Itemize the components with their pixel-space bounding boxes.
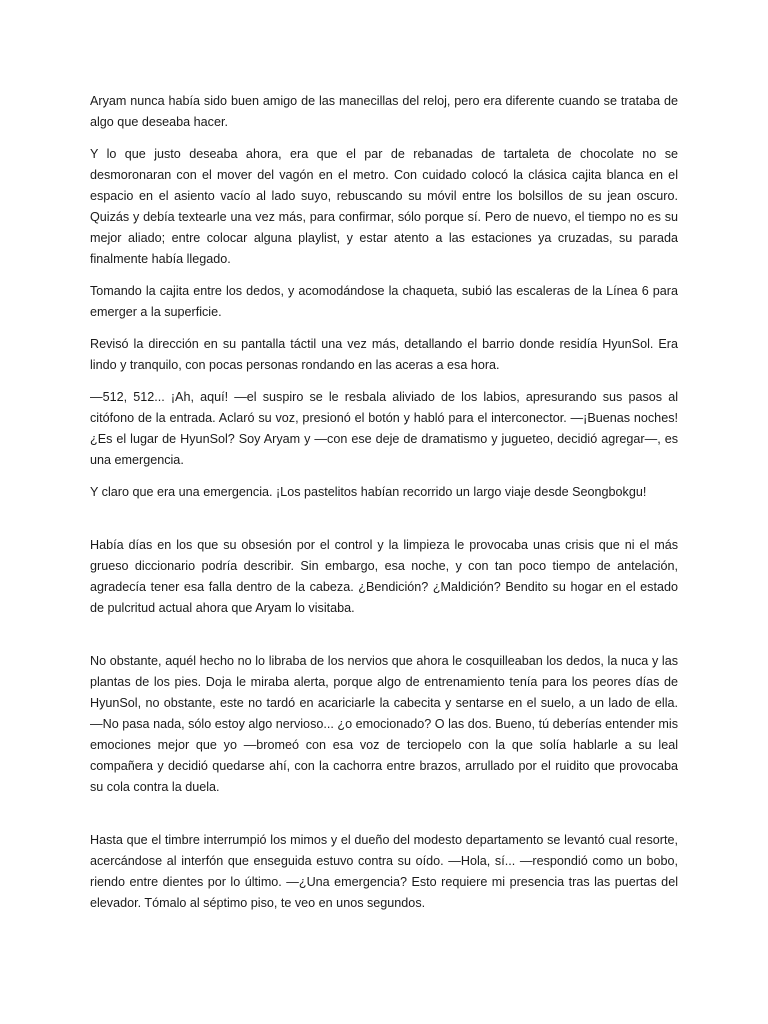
- paragraph-2: Y lo que justo deseaba ahora, era que el par de rebanadas de tartaleta de chocolate no se desmoronaran con el mover del vagón en el metro. Con cuidado colocó la clásica cajita blanca en el espacio en el asiento vacío al lado suyo, rebuscando su móvil entre los bolsillos de su jean oscuro. Quizás y debía textearle una vez más, para confirmar, sólo porque sí. Pero de nuevo, el tiempo no es su mejor aliado; entre colocar alguna playlist, y estar atento a las estaciones ya cruzadas, su parada finalmente había llegado.: [90, 147, 678, 266]
- paragraph-8: No obstante, aquél hecho no lo libraba de los nervios que ahora le cosquilleaban los dedos, la nuca y las plantas de los pies. Doja le miraba alerta, porque algo de entrenamiento tenía para los peores días de HyunSol, no obstante, este no tardó en acariciarle la cabecita y sentarse en el suelo, a un lado de ella. —No pasa nada, sólo estoy algo nervioso... ¿o emocionado? O las dos. Bueno, tú deberías entender mis emociones mejor que yo —bromeó con esa voz de terciopelo con la que solía hablarle a su leal compañera y decidió quedarse ahí, con la cachorra entre brazos, arrullado por el ruidito que provocaba su cola contra la duela.: [90, 654, 678, 794]
- section-break: [90, 514, 678, 535]
- paragraph-6: Y claro que era una emergencia. ¡Los pastelitos habían recorrido un largo viaje desde Seongbokgu!: [90, 485, 647, 499]
- section-break: [90, 809, 678, 830]
- paragraph-1: Aryam nunca había sido buen amigo de las manecillas del reloj, pero era diferente cuando se trataba de algo que deseaba hacer.: [90, 94, 678, 129]
- section-break: [90, 630, 678, 651]
- paragraph-5: —512, 512... ¡Ah, aquí! —el suspiro se le resbala aliviado de los labios, apresurando sus pasos al citófono de la entrada. Aclaró su voz, presionó el botón y habló para el interconector. —¡Buenas noches! ¿Es el lugar de HyunSol? Soy Aryam y —con ese deje de dramatismo y jugueteo, decidió agregar—, es una emergencia.: [90, 390, 678, 467]
- document-body: [90, 91, 678, 925]
- paragraph-7: Había días en los que su obsesión por el control y la limpieza le provocaba unas crisis que ni el más grueso diccionario podría describir. Sin embargo, esa noche, y con tan poco tiempo de antelación, agradecía tener esa falla dentro de la cabeza. ¿Bendición? ¿Maldición? Bendito su hogar en el estado de pulcritud actual ahora que Aryam lo visitaba.: [90, 538, 678, 615]
- paragraph-9: Hasta que el timbre interrumpió los mimos y el dueño del modesto departamento se levantó cual resorte, acercándose al interfón que enseguida estuvo contra su oído. —Hola, sí... —respondió como un bobo, riendo entre dientes por lo último. —¿Una emergencia? Esto requiere mi presencia tras las puertas del elevador. Tómalo al séptimo piso, te veo en unos segundos.: [90, 833, 678, 910]
- paragraph-3: Tomando la cajita entre los dedos, y acomodándose la chaqueta, subió las escaleras de la Línea 6 para emerger a la superficie.: [90, 284, 678, 319]
- paragraph-4: Revisó la dirección en su pantalla táctil una vez más, detallando el barrio donde residía HyunSol. Era lindo y tranquilo, con pocas personas rondando en las aceras a esa hora.: [90, 337, 678, 372]
